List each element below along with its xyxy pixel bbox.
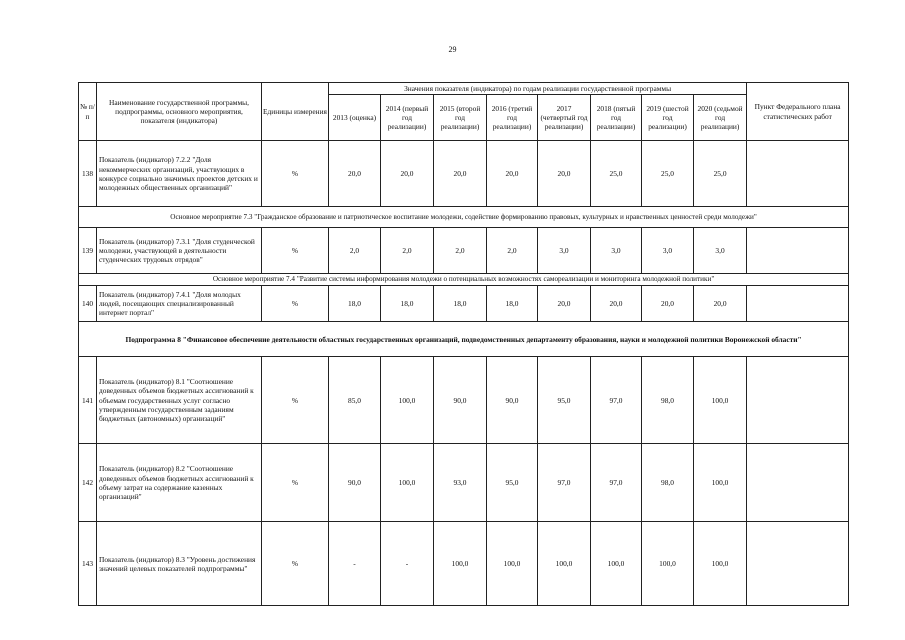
row-num: 141: [79, 357, 97, 444]
plan-cell: [747, 286, 849, 322]
value-cell: 2,0: [381, 228, 434, 274]
value-cell: 20,0: [487, 141, 538, 207]
header-year: 2015 (второй год реализации): [434, 95, 487, 141]
indicator-name: Показатель (индикатор) 8.1 "Соотношение доведенных объемов бюджетных ассигнований к объемам государственных услуг согласно утвержденным государственным заданиям бюджетных (автономных) организаций": [97, 357, 262, 444]
value-cell: 97,0: [591, 444, 642, 522]
unit-cell: %: [262, 444, 329, 522]
row-num: 142: [79, 444, 97, 522]
value-cell: 100,0: [434, 522, 487, 606]
table-row: [79, 141, 849, 207]
value-cell: 93,0: [434, 444, 487, 522]
header-year: 2014 (первый год реализации): [381, 95, 434, 141]
value-cell: -: [381, 522, 434, 606]
header-year: 2017 (четвертый год реализации): [538, 95, 591, 141]
value-cell: 100,0: [538, 522, 591, 606]
value-cell: 85,0: [329, 357, 381, 444]
header-year: 2020 (седьмой год реализации): [694, 95, 747, 141]
value-cell: 97,0: [538, 444, 591, 522]
value-cell: 100,0: [381, 444, 434, 522]
value-cell: 98,0: [642, 444, 694, 522]
header-year: 2016 (третий год реализации): [487, 95, 538, 141]
value-cell: 3,0: [642, 228, 694, 274]
value-cell: 20,0: [381, 141, 434, 207]
value-cell: 90,0: [487, 357, 538, 444]
value-cell: 100,0: [591, 522, 642, 606]
value-cell: -: [329, 522, 381, 606]
value-cell: 2,0: [434, 228, 487, 274]
value-cell: 20,0: [694, 286, 747, 322]
header-year: 2019 (шестой год реализации): [642, 95, 694, 141]
header-year: 2018 (пятый год реализации): [591, 95, 642, 141]
table-row: [79, 228, 849, 274]
value-cell: 20,0: [642, 286, 694, 322]
row-num: 140: [79, 286, 97, 322]
indicator-name: Показатель (индикатор) 8.3 "Уровень достижения значений целевых показателей подпрограммы": [97, 522, 262, 606]
header-num: № п/п: [79, 83, 97, 141]
header-unit: Единицы измерения: [262, 83, 329, 141]
value-cell: 100,0: [642, 522, 694, 606]
indicator-name: Показатель (индикатор) 7.4.1 "Доля молодых людей, посещающих специализированный интернет портал": [97, 286, 262, 322]
value-cell: 95,0: [538, 357, 591, 444]
subprogram-row: [79, 322, 849, 357]
table-row: [79, 286, 849, 322]
value-cell: 95,0: [487, 444, 538, 522]
value-cell: 3,0: [694, 228, 747, 274]
table-row: [79, 444, 849, 522]
value-cell: 20,0: [434, 141, 487, 207]
value-cell: 18,0: [487, 286, 538, 322]
value-cell: 20,0: [591, 286, 642, 322]
header-name: Наименование государственной программы, подпрограммы, основного мероприятия, показателя (индикатора): [97, 83, 262, 141]
plan-cell: [747, 522, 849, 606]
indicator-name: Показатель (индикатор) 8.2 "Соотношение доведенных объемов бюджетных ассигнований к объему затрат на содержание казенных организаций": [97, 444, 262, 522]
value-cell: 97,0: [591, 357, 642, 444]
value-cell: 100,0: [694, 444, 747, 522]
value-cell: 100,0: [487, 522, 538, 606]
subprogram-title: Подпрограмма 8 "Финансовое обеспечение деятельности областных государственных организаций, подведомственных департаменту образования, науки и молодежной политики Воронежской области": [79, 322, 849, 357]
value-cell: 3,0: [538, 228, 591, 274]
indicator-name: Показатель (индикатор) 7.2.2 "Доля некоммерческих организаций, участвующих в конкурсе социально значимых проектов детских и молодежных общественных организаций": [97, 141, 262, 207]
section-title: Основное мероприятие 7.3 "Гражданское образование и патриотическое воспитание молодежи, содействие формированию правовых, культурных и нравственных ценностей среди молодежи": [79, 207, 849, 228]
unit-cell: %: [262, 228, 329, 274]
section-title: Основное мероприятие 7.4 "Развитие системы информирования молодежи о потенциальных возможностях самореализации и мониторинга молодежной политики": [79, 274, 849, 286]
value-cell: 18,0: [434, 286, 487, 322]
value-cell: 25,0: [694, 141, 747, 207]
value-cell: 20,0: [329, 141, 381, 207]
unit-cell: %: [262, 357, 329, 444]
plan-cell: [747, 444, 849, 522]
value-cell: 25,0: [642, 141, 694, 207]
header-plan: Пункт Федерального плана статистических работ: [747, 83, 849, 141]
value-cell: 100,0: [381, 357, 434, 444]
value-cell: 20,0: [538, 286, 591, 322]
row-num: 138: [79, 141, 97, 207]
section-row: [79, 274, 849, 286]
value-cell: 90,0: [434, 357, 487, 444]
value-cell: 100,0: [694, 522, 747, 606]
plan-cell: [747, 357, 849, 444]
value-cell: 25,0: [591, 141, 642, 207]
row-num: 143: [79, 522, 97, 606]
value-cell: 98,0: [642, 357, 694, 444]
value-cell: 20,0: [538, 141, 591, 207]
header-year: 2013 (оценка): [329, 95, 381, 141]
value-cell: 90,0: [329, 444, 381, 522]
header-values-group: Значения показателя (индикатора) по годам реализации государственной программы: [329, 83, 747, 95]
row-num: 139: [79, 228, 97, 274]
unit-cell: %: [262, 522, 329, 606]
indicator-name: Показатель (индикатор) 7.3.1 "Доля студенческой молодежи, участвующей в деятельности студенческих трудовых отрядов": [97, 228, 262, 274]
table-row: [79, 357, 849, 444]
plan-cell: [747, 228, 849, 274]
unit-cell: %: [262, 286, 329, 322]
indicators-table: [78, 82, 849, 606]
value-cell: 18,0: [381, 286, 434, 322]
table-header-row: [79, 83, 849, 95]
value-cell: 2,0: [487, 228, 538, 274]
section-row: [79, 207, 849, 228]
table-row: [79, 522, 849, 606]
value-cell: 100,0: [694, 357, 747, 444]
plan-cell: [747, 141, 849, 207]
value-cell: 3,0: [591, 228, 642, 274]
value-cell: 18,0: [329, 286, 381, 322]
unit-cell: %: [262, 141, 329, 207]
page-number: 29: [448, 45, 457, 54]
value-cell: 2,0: [329, 228, 381, 274]
